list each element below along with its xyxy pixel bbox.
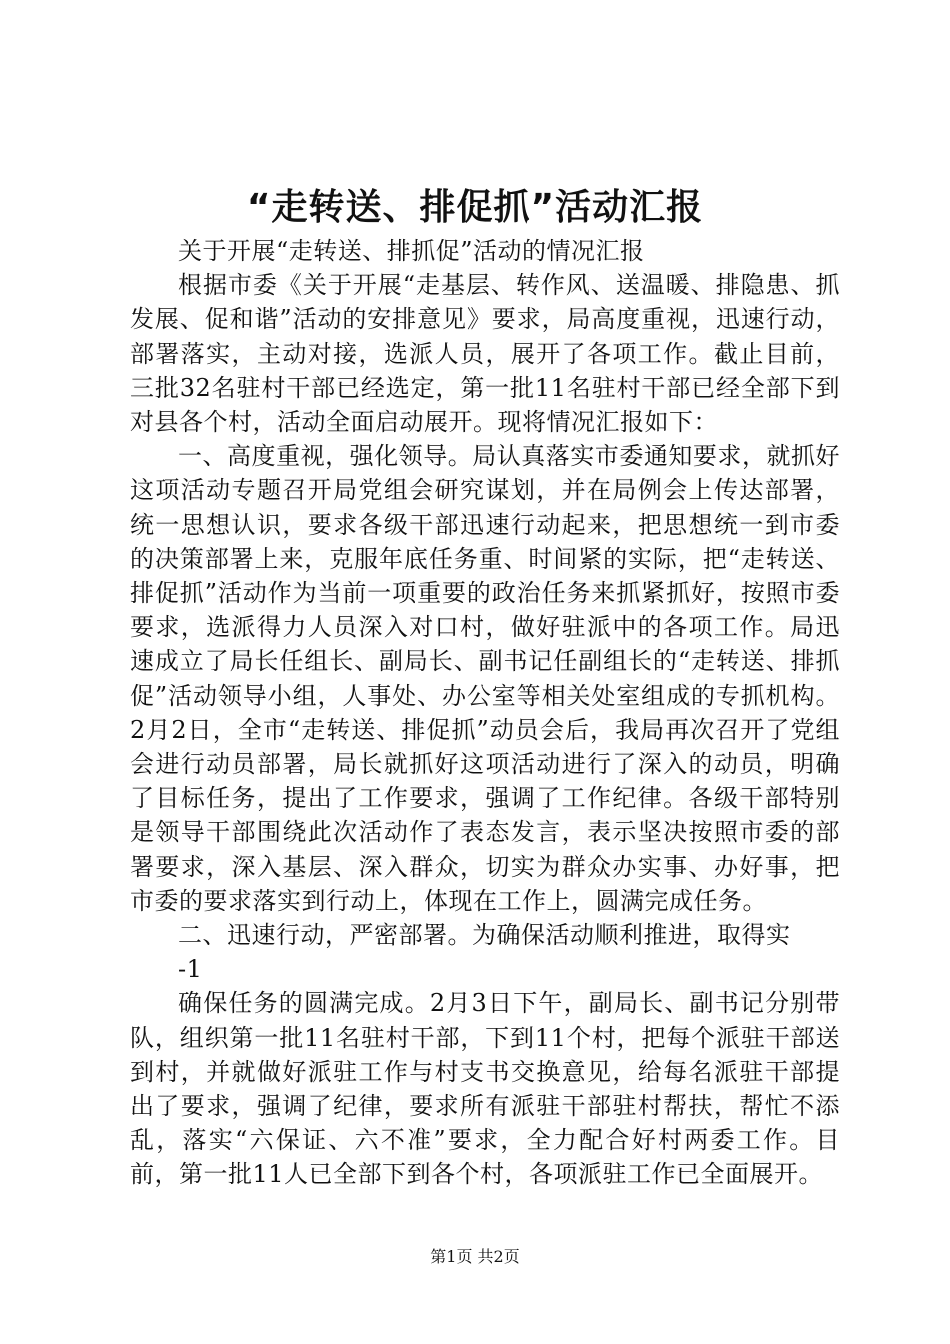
paragraph-section-one: 一、高度重视，强化领导。局认真落实市委通知要求，就抓好这项活动专题召开局党组会研究谋划，并在局例会上传达部署，统一思想认识，要求各级干部迅速行动起来，把思想统一到市委的决策部署上来，克服年底任务重、时间紧的实际，把“走转送、排促抓”活动作为当前一项重要的政治任务来抓紧抓好，按照市委要求，选派得力人员深入对口村，做好驻派中的各项工作。局迅速成立了局长任组长、副局长、副书记任副组长的“走转送、排抓促”活动领导小组，人事处、办公室等相关处室组成的专抓机构。2月2日，全市“走转送、排促抓”动员会后，我局再次召开了党组会进行动员部署，局长就抓好这项活动进行了深入的动员，明确了目标任务，提出了工作要求，强调了工作纪律。各级干部特别是领导干部围绕此次活动作了表态发言，表示坚决按照市委的部署要求，深入基层、深入群众，切实为群众办实事、办好事，把市委的要求落实到行动上，体现在工作上，圆满完成任务。	[130, 442, 840, 915]
document-title: “走转送、排促抓”活动汇报	[246, 187, 704, 228]
paragraph-continuation: 确保任务的圆满完成。2月3日下午，副局长、副书记分别带队，组织第一批11名驻村干部，下到11个村，把每个派驻干部送到村，并就做好派驻工作与村支书交换意见，给每名派驻干部提出了要求，强调了纪律，要求所有派驻干部驻村帮扶，帮忙不添乱，落实“六保证、六不准”要求，全力配合好村两委工作。目前，第一批11人已全部下到各个村，各项派驻工作已全面展开。	[130, 989, 840, 1189]
paragraph-subtitle: 关于开展“走转送、排抓促”活动的情况汇报	[178, 237, 645, 265]
paragraph-section-two: 二、迅速行动，严密部署。为确保活动顺利推进，取得实	[178, 921, 791, 950]
page-break-marker: -1	[178, 955, 203, 984]
paragraph-intro: 根据市委《关于开展“走基层、转作风、送温暖、排隐患、抓发展、促和谐”活动的安排意见》要求，局高度重视，迅速行动，部署落实，主动对接，选派人员，展开了各项工作。截止目前，三批32名驻村干部已经选定，第一批11名驻村干部已经全部下到对县各个村，活动全面启动展开。现将情况汇报如下：	[130, 271, 840, 437]
document-body	[130, 234, 840, 1192]
page-footer: 第1页 共2页	[430, 1247, 520, 1266]
